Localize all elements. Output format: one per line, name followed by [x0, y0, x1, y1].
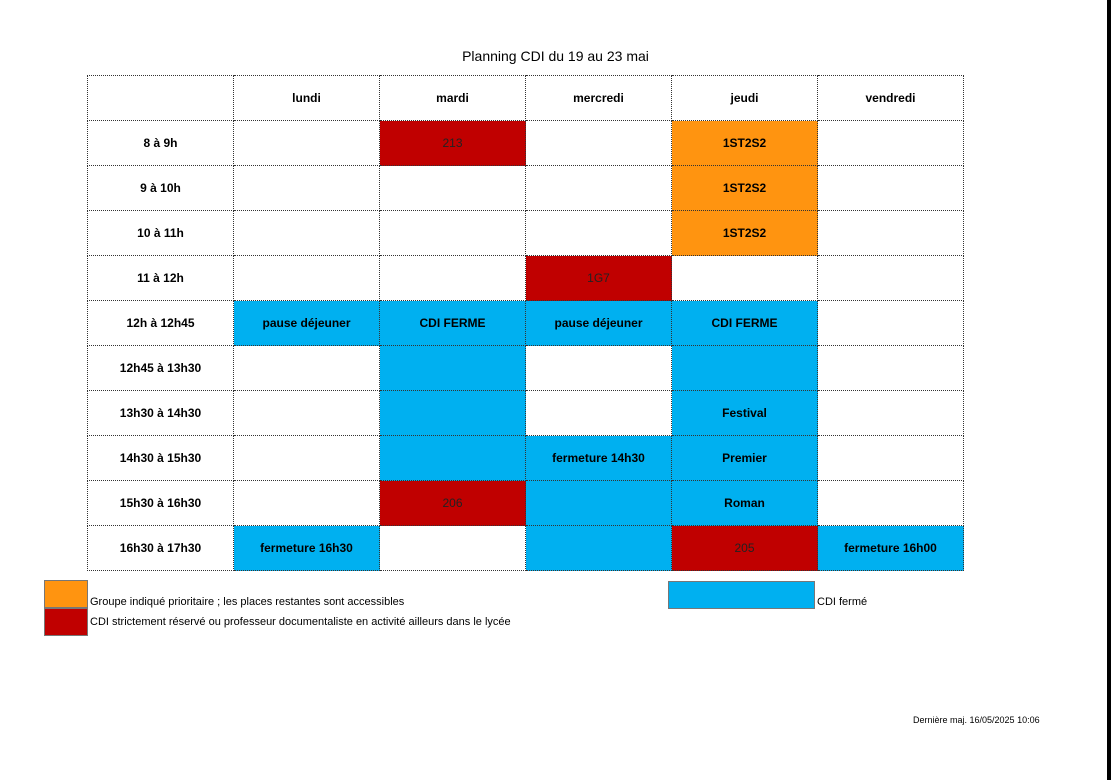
schedule-cell: fermeture 16h00	[818, 526, 964, 571]
time-slot-label: 11 à 12h	[88, 256, 234, 301]
schedule-cell: 213	[380, 121, 526, 166]
time-slot-label: 13h30 à 14h30	[88, 391, 234, 436]
schedule-cell	[818, 301, 964, 346]
legend-swatch-blue	[668, 581, 815, 609]
schedule-cell: Roman	[672, 481, 818, 526]
schedule-cell	[380, 526, 526, 571]
page-edge	[1107, 0, 1111, 780]
schedule-table	[87, 75, 964, 571]
legend-text-orange: Groupe indiqué prioritaire ; les places restantes sont accessibles	[90, 596, 405, 608]
day-header: mardi	[380, 76, 526, 121]
schedule-cell	[234, 256, 380, 301]
time-slot-label: 12h à 12h45	[88, 301, 234, 346]
corner-cell	[88, 76, 234, 121]
schedule-cell	[818, 346, 964, 391]
time-row	[88, 211, 964, 256]
time-slot-label: 10 à 11h	[88, 211, 234, 256]
time-row	[88, 436, 964, 481]
day-header: vendredi	[818, 76, 964, 121]
time-row	[88, 121, 964, 166]
time-row	[88, 301, 964, 346]
schedule-body	[88, 76, 964, 571]
schedule-cell	[818, 436, 964, 481]
schedule-cell	[380, 166, 526, 211]
schedule-cell	[526, 166, 672, 211]
schedule-cell	[818, 481, 964, 526]
schedule-cell	[526, 391, 672, 436]
schedule-cell: fermeture 16h30	[234, 526, 380, 571]
schedule-cell: 1G7	[526, 256, 672, 301]
schedule-cell	[672, 346, 818, 391]
time-slot-label: 15h30 à 16h30	[88, 481, 234, 526]
schedule-cell	[526, 346, 672, 391]
schedule-cell	[234, 481, 380, 526]
schedule-cell: CDI FERME	[672, 301, 818, 346]
schedule-cell: Festival	[672, 391, 818, 436]
header-row	[88, 76, 964, 121]
schedule-cell	[818, 256, 964, 301]
schedule-cell	[380, 256, 526, 301]
schedule-cell	[818, 391, 964, 436]
schedule-cell: pause déjeuner	[234, 301, 380, 346]
legend-text-red: CDI strictement réservé ou professeur documentaliste en activité ailleurs dans le lycée	[90, 616, 511, 628]
schedule-cell	[234, 346, 380, 391]
schedule-cell	[234, 436, 380, 481]
schedule-cell: 206	[380, 481, 526, 526]
schedule-cell	[380, 211, 526, 256]
legend-text-blue: CDI fermé	[817, 596, 868, 608]
schedule-cell	[526, 121, 672, 166]
schedule-cell	[380, 346, 526, 391]
schedule-cell	[818, 211, 964, 256]
time-slot-label: 14h30 à 15h30	[88, 436, 234, 481]
schedule-cell	[526, 481, 672, 526]
last-updated: Dernière maj. 16/05/2025 10:06	[913, 715, 1040, 725]
time-row	[88, 256, 964, 301]
time-row	[88, 166, 964, 211]
schedule-cell: 1ST2S2	[672, 121, 818, 166]
legend-swatch-orange	[44, 580, 88, 608]
schedule-cell: 1ST2S2	[672, 166, 818, 211]
schedule-cell	[234, 121, 380, 166]
time-row	[88, 526, 964, 571]
schedule-cell	[380, 391, 526, 436]
time-slot-label: 12h45 à 13h30	[88, 346, 234, 391]
schedule-cell	[818, 121, 964, 166]
schedule-cell	[234, 211, 380, 256]
schedule-cell	[234, 166, 380, 211]
day-header: mercredi	[526, 76, 672, 121]
schedule-cell: fermeture 14h30	[526, 436, 672, 481]
schedule-cell: pause déjeuner	[526, 301, 672, 346]
time-slot-label: 9 à 10h	[88, 166, 234, 211]
page-title: Planning CDI du 19 au 23 mai	[462, 48, 649, 64]
time-row	[88, 481, 964, 526]
day-header: jeudi	[672, 76, 818, 121]
schedule-cell: 205	[672, 526, 818, 571]
schedule-cell: Premier	[672, 436, 818, 481]
schedule-cell	[234, 391, 380, 436]
time-slot-label: 8 à 9h	[88, 121, 234, 166]
time-slot-label: 16h30 à 17h30	[88, 526, 234, 571]
schedule-cell	[526, 526, 672, 571]
day-header: lundi	[234, 76, 380, 121]
legend-swatch-red	[44, 608, 88, 636]
schedule-cell	[526, 211, 672, 256]
time-row	[88, 391, 964, 436]
schedule-cell: 1ST2S2	[672, 211, 818, 256]
time-row	[88, 346, 964, 391]
schedule-cell: CDI FERME	[380, 301, 526, 346]
schedule-cell	[380, 436, 526, 481]
schedule-cell	[818, 166, 964, 211]
schedule-cell	[672, 256, 818, 301]
